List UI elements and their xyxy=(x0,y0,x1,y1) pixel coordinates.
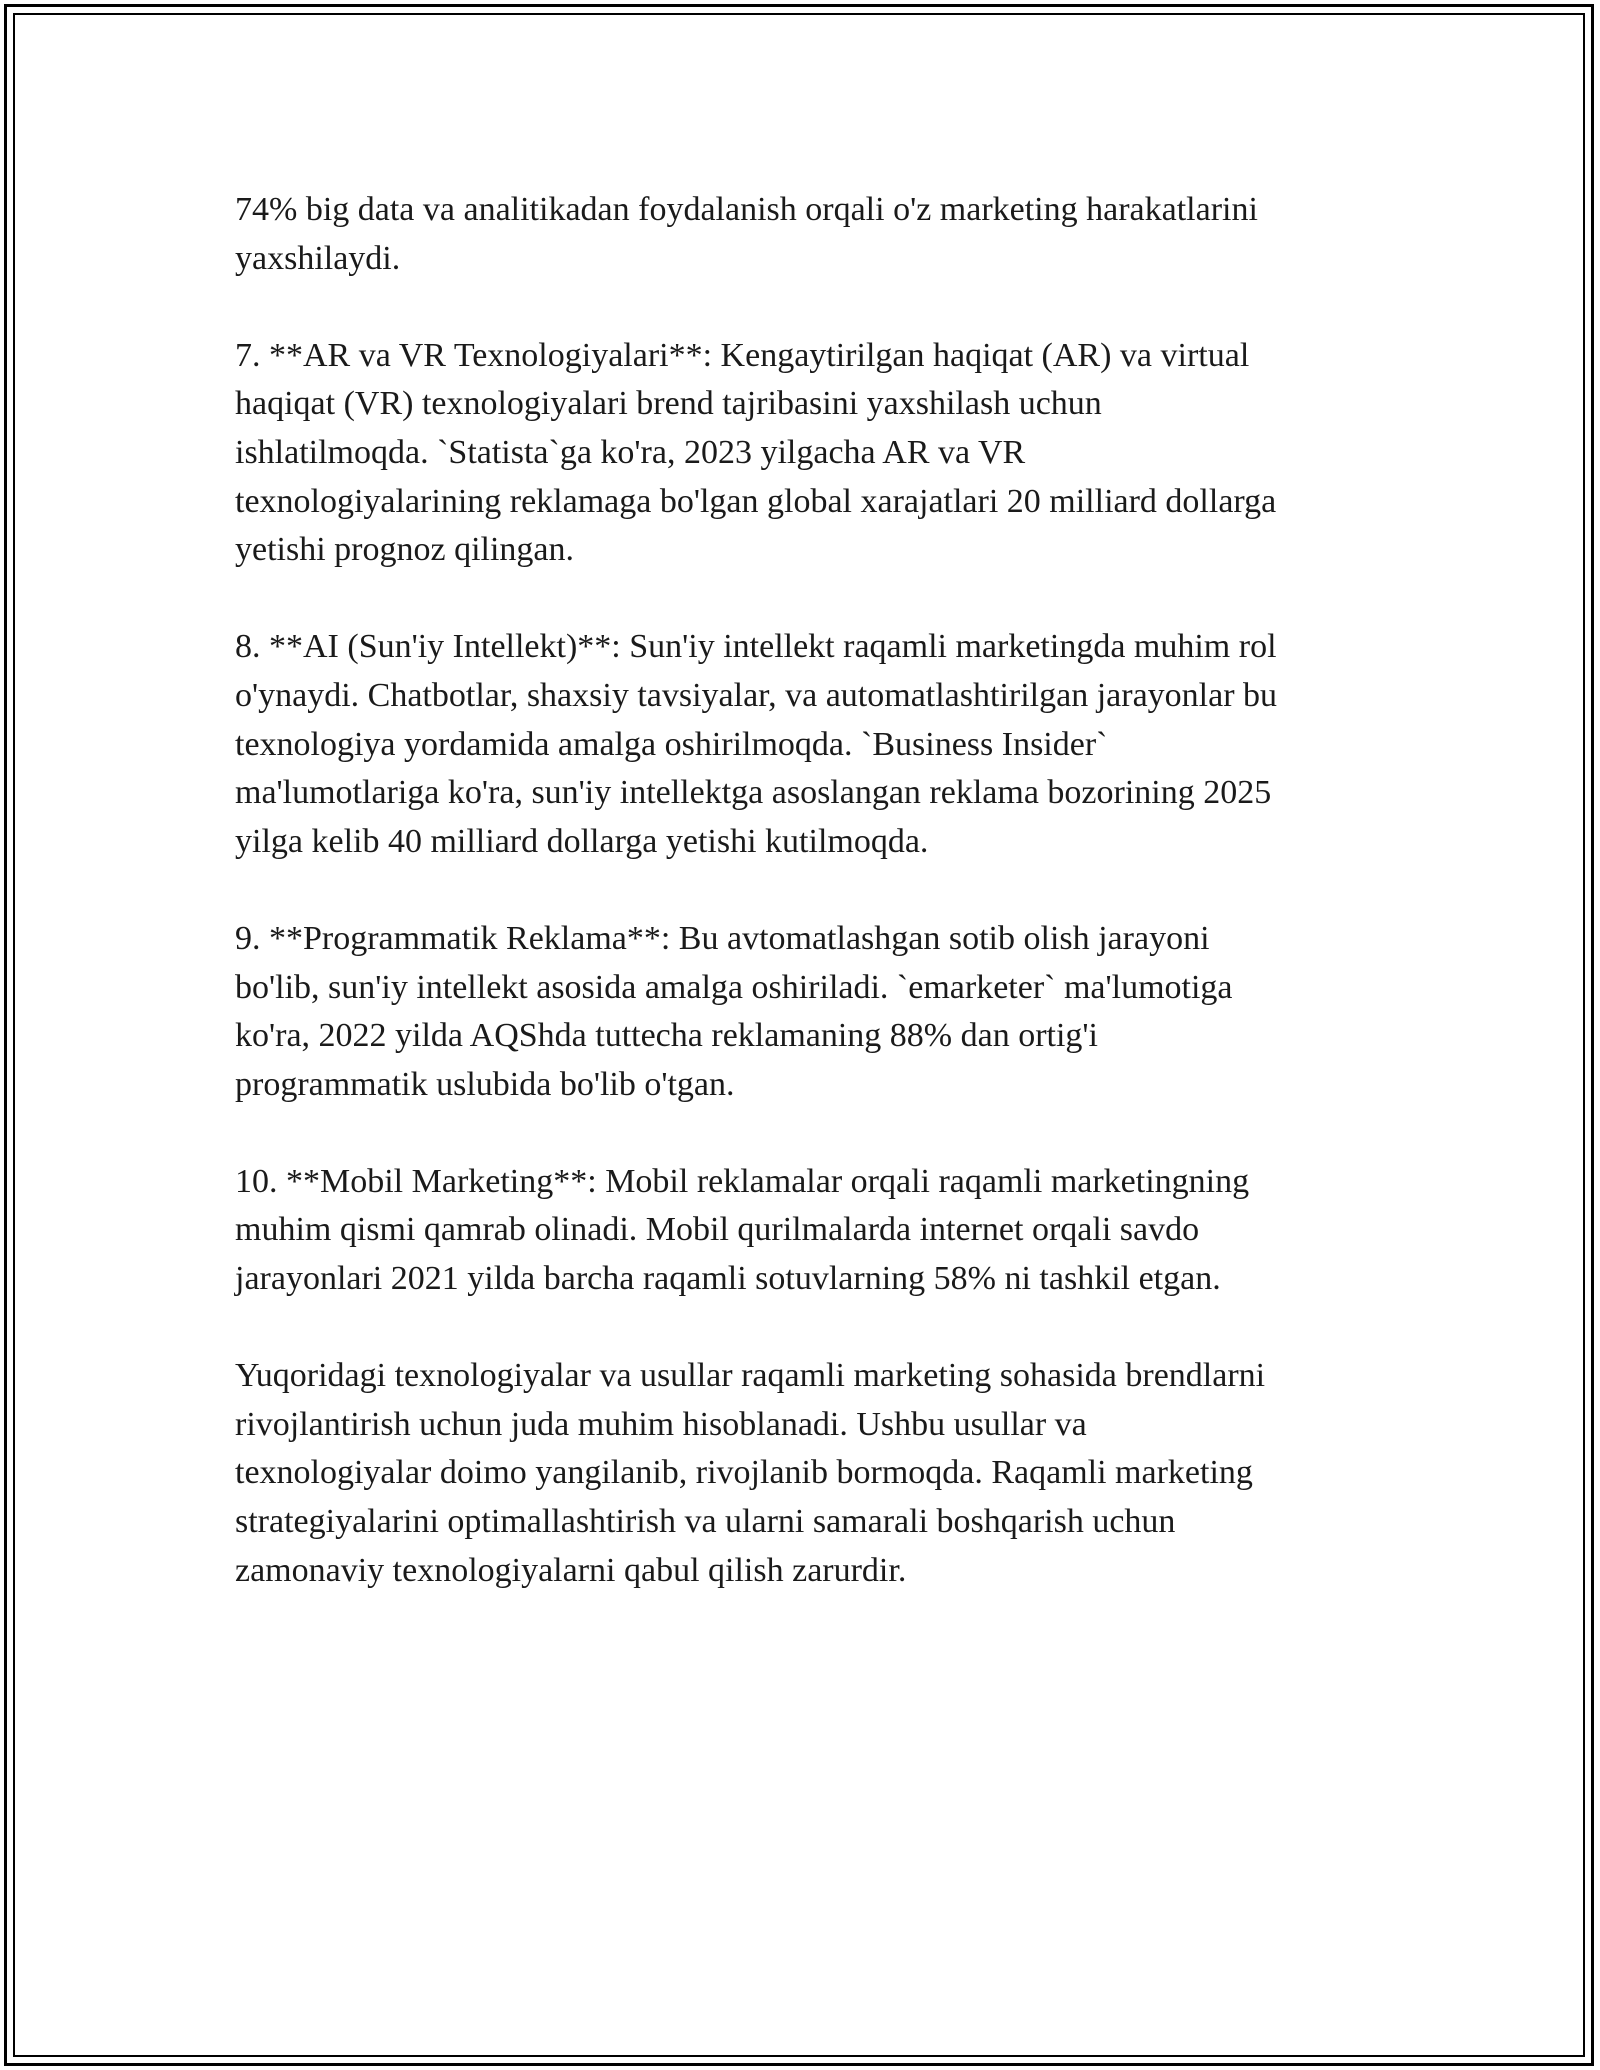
text-line: 10. **Mobil Marketing**: Mobil reklamalar orqali raqamli marketingning xyxy=(235,1162,1250,1200)
text-line: texnologiyalar doimo yangilanib, rivojlanib bormoqda. Raqamli marketing xyxy=(235,1454,1253,1492)
text-line: strategiyalarini optimallashtirish va ularni samarali boshqarish uchun xyxy=(235,1503,1176,1541)
text-line: 8. **AI (Sun'iy Intellekt)**: Sun'iy intellekt raqamli marketingda muhim rol xyxy=(235,628,1277,666)
text-line: jarayonlari 2021 yilda barcha raqamli sotuvlarning 58% ni tashkil etgan. xyxy=(235,1260,1221,1298)
text-line: rivojlantirish uchun juda muhim hisoblanadi. Ushbu usullar va xyxy=(235,1405,1087,1443)
text-line: ishlatilmoqda. `Statista`ga ko'ra, 2023 yilgacha AR va VR xyxy=(235,433,1026,471)
paragraph-item-8 xyxy=(235,623,1415,866)
document-body xyxy=(235,186,1415,1644)
text-line: ma'lumotlariga ko'ra, sun'iy intellektga asoslangan reklama bozorining 2025 xyxy=(235,774,1272,812)
paragraph-item-7 xyxy=(235,332,1415,575)
text-line: bo'lib, sun'iy intellekt asosida amalga oshiriladi. `emarketer` ma'lumotiga xyxy=(235,968,1233,1006)
text-line: 9. **Programmatik Reklama**: Bu avtomatlashgan sotib olish jarayoni xyxy=(235,919,1210,957)
text-line: Yuqoridagi texnologiyalar va usullar raqamli marketing sohasida brendlarni xyxy=(235,1357,1266,1395)
paragraph-intro-continuation xyxy=(235,186,1415,283)
text-line: o'ynaydi. Chatbotlar, shaxsiy tavsiyalar, va automatlashtirilgan jarayonlar bu xyxy=(235,676,1278,714)
text-line: muhim qismi qamrab olinadi. Mobil qurilmalarda internet orqali savdo xyxy=(235,1211,1200,1249)
text-line: texnologiya yordamida amalga oshirilmoqda. `Business Insider` xyxy=(235,725,1108,763)
paragraph-item-9 xyxy=(235,915,1415,1109)
text-line: 7. **AR va VR Texnologiyalari**: Kengaytirilgan haqiqat (AR) va virtual xyxy=(235,336,1250,374)
text-line: 74% big data va analitikadan foydalanish orqali o'z marketing harakatlarini xyxy=(235,191,1258,228)
text-line: yilga kelib 40 milliard dollarga yetishi kutilmoqda. xyxy=(235,822,929,860)
text-line: haqiqat (VR) texnologiyalari brend tajribasini yaxshilash uchun xyxy=(235,385,1102,423)
text-line: zamonaviy texnologiyalarni qabul qilish zarurdir. xyxy=(235,1551,907,1589)
text-line: yetishi prognoz qilingan. xyxy=(235,531,575,569)
text-line: yaxshilaydi. xyxy=(235,239,401,277)
paragraph-conclusion xyxy=(235,1352,1415,1595)
text-line: texnologiyalarining reklamaga bo'lgan global xarajatlari 20 milliard dollarga xyxy=(235,482,1277,520)
text-line: ko'ra, 2022 yilda AQShda tuttecha reklamaning 88% dan ortig'i xyxy=(235,1017,1098,1055)
text-line: programmatik uslubida bo'lib o'tgan. xyxy=(235,1065,735,1103)
paragraph-item-10 xyxy=(235,1158,1415,1304)
